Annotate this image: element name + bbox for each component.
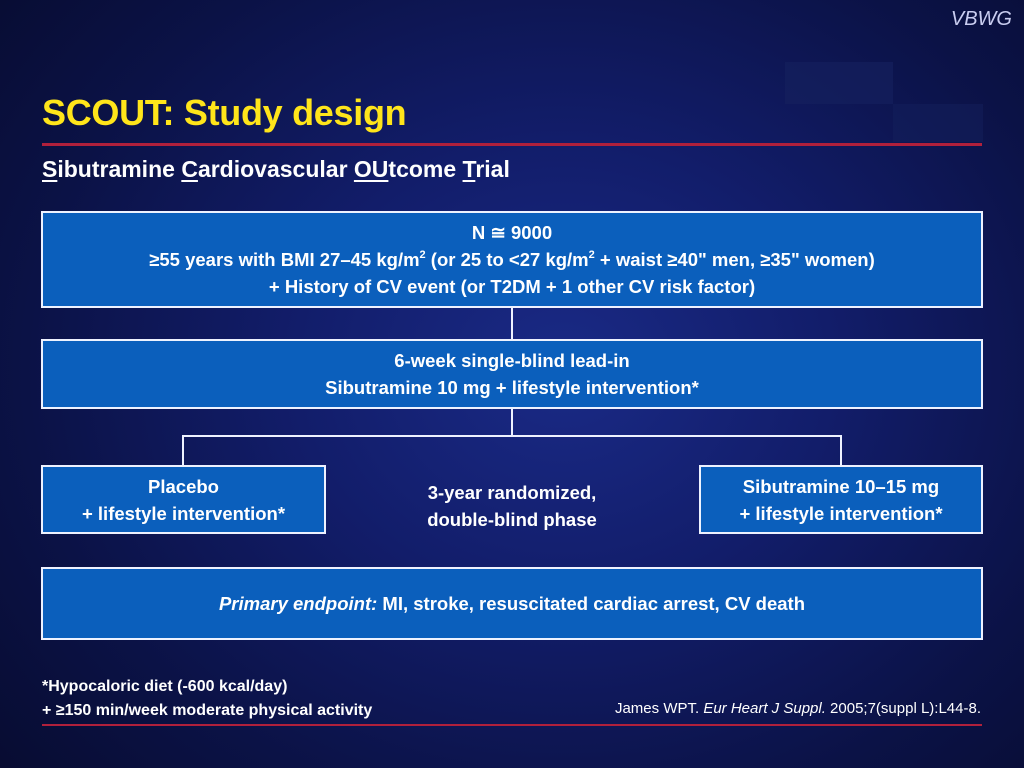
sibutramine-intervention: + lifestyle intervention* <box>739 502 943 524</box>
connector-line <box>511 409 513 436</box>
footer-divider <box>42 724 982 726</box>
leadin-title: 6-week single-blind lead-in <box>394 350 630 371</box>
decorative-block <box>893 104 983 142</box>
citation: James WPT. Eur Heart J Suppl. 2005;7(suppl L):L44-8. <box>614 700 981 717</box>
org-badge: VBWG <box>950 8 1012 30</box>
sibutramine-arm-box <box>699 465 983 534</box>
connector-line <box>182 435 184 465</box>
endpoint-label: Primary endpoint: <box>218 593 378 614</box>
connector-line <box>511 308 513 339</box>
footnote: *Hypocaloric diet (-600 kcal/day) + ≥150 min/week moderate physical activity <box>42 678 373 719</box>
acronym-word-rest: ibutramine <box>57 156 182 182</box>
placebo-intervention: + lifestyle intervention* <box>81 502 286 524</box>
acronym-word-rest: tcome <box>388 156 463 182</box>
trial-acronym-expansion <box>42 156 510 183</box>
placebo-label: Placebo <box>148 475 219 497</box>
slide-title: SCOUT: Study design <box>42 92 407 133</box>
title-divider <box>42 143 982 146</box>
acronym-letter: OU <box>353 156 389 182</box>
leadin-treatment: Sibutramine 10 mg + lifestyle intervention* <box>325 377 699 398</box>
decorative-block <box>785 62 893 104</box>
endpoint-text: Primary endpoint: MI, stroke, resuscitated cardiac arrest, CV death <box>218 593 806 614</box>
history-criteria: + History of CV event (or T2DM + 1 other CV risk factor) <box>268 276 756 297</box>
endpoint-box <box>41 567 983 640</box>
sibutramine-dose: Sibutramine 10–15 mg <box>742 475 940 497</box>
placebo-arm-box <box>41 465 326 534</box>
connector-branch <box>182 435 842 437</box>
sample-size: N ≅ 9000 <box>471 222 553 243</box>
population-box <box>41 211 983 308</box>
connector-line <box>840 435 842 465</box>
leadin-box <box>41 339 983 409</box>
acronym-letter: S <box>42 156 58 182</box>
phase-label: 3-year randomized, double-blind phase <box>427 482 597 530</box>
acronym-word-rest: rial <box>475 156 510 182</box>
inclusion-criteria: ≥55 years with BMI 27–45 $kg/m^2$ (or 25 to <27 $kg/m^2$ + waist ≥40" men, ≥35" women) <box>149 248 875 270</box>
acronym-letter: T <box>462 156 476 182</box>
acronym-letter: C <box>181 156 198 182</box>
acronym-word-rest: ardiovascular <box>197 156 354 182</box>
